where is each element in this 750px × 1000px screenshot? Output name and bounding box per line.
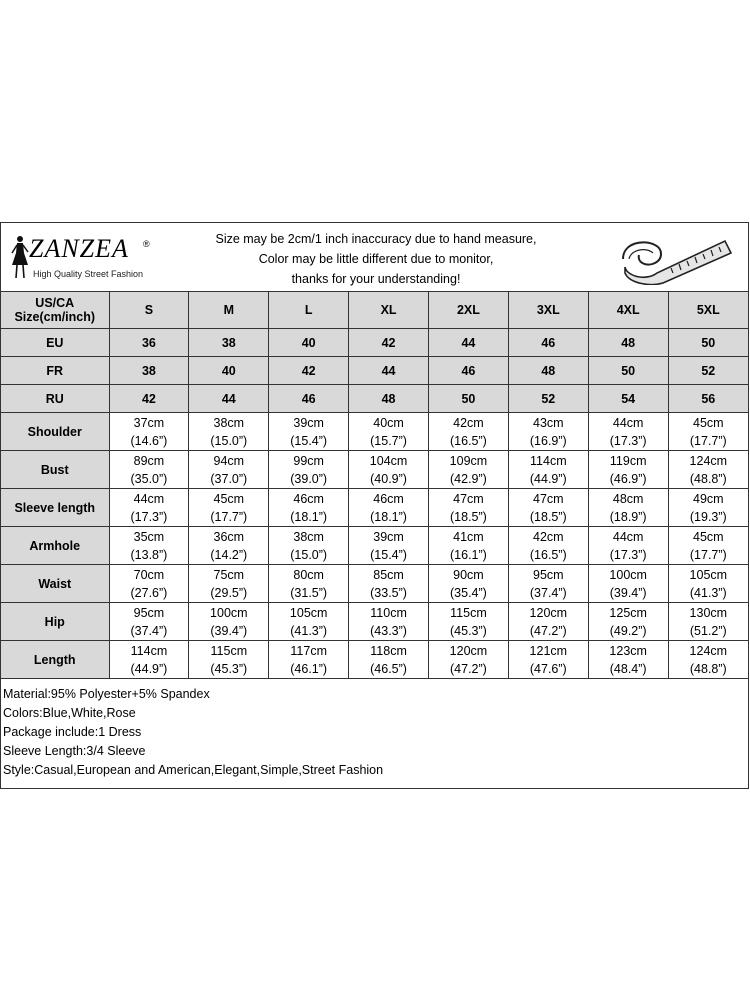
measurement-cell bbox=[189, 565, 269, 603]
size-header-cell: S bbox=[109, 292, 189, 329]
size-value-cell: 46 bbox=[269, 385, 349, 413]
spec-material: Material:95% Polyester+5% Spandex bbox=[3, 687, 210, 701]
row-label: Waist bbox=[1, 565, 109, 603]
cm-value: 121cm bbox=[529, 643, 568, 658]
inch-value: (17.7”) bbox=[689, 547, 727, 562]
row-label: Length bbox=[1, 641, 109, 679]
cm-value: 95cm bbox=[533, 567, 564, 582]
size-value-cell: 56 bbox=[668, 385, 748, 413]
cm-value: 99cm bbox=[293, 453, 324, 468]
cm-value: 120cm bbox=[529, 605, 568, 620]
cm-value: 105cm bbox=[689, 567, 728, 582]
measurement-cell bbox=[429, 603, 509, 641]
row-label: Armhole bbox=[1, 527, 109, 565]
size-value-cell: 36 bbox=[109, 329, 189, 357]
inch-value: (42.9”) bbox=[450, 471, 487, 486]
table-row bbox=[1, 385, 748, 413]
size-header-cell: 4XL bbox=[588, 292, 668, 329]
inch-value: (13.8”) bbox=[130, 547, 168, 562]
brand-logo bbox=[5, 231, 155, 283]
inch-value: (27.6”) bbox=[130, 585, 168, 600]
measurement-cell bbox=[349, 603, 429, 641]
inch-value: (14.2”) bbox=[210, 547, 248, 562]
inch-value: (40.9”) bbox=[370, 471, 407, 486]
measurement-notice bbox=[181, 229, 571, 289]
measurement-cell bbox=[429, 527, 509, 565]
measurement-cell bbox=[109, 489, 189, 527]
inch-value: (47.6”) bbox=[529, 661, 567, 676]
registered-mark: ® bbox=[143, 239, 150, 249]
inch-value: (15.0”) bbox=[290, 547, 328, 562]
measurement-cell bbox=[588, 641, 668, 679]
chart-header bbox=[1, 223, 748, 292]
inch-value: (46.5”) bbox=[370, 661, 407, 676]
cm-value: 43cm bbox=[533, 415, 564, 430]
inch-value: (16.9”) bbox=[529, 433, 567, 448]
measurement-cell bbox=[349, 565, 429, 603]
cm-value: 42cm bbox=[453, 415, 484, 430]
size-value-cell: 44 bbox=[429, 329, 509, 357]
size-header-label bbox=[1, 292, 109, 329]
measurement-cell bbox=[588, 413, 668, 451]
size-value-cell: 52 bbox=[668, 357, 748, 385]
table-row bbox=[1, 603, 748, 641]
cm-value: 41cm bbox=[453, 529, 484, 544]
cm-value: 80cm bbox=[293, 567, 324, 582]
inch-value: (43.3”) bbox=[370, 623, 407, 638]
notice-line: Color may be little different due to monitor, bbox=[258, 252, 494, 266]
header-label-line: Size(cm/inch) bbox=[14, 310, 96, 324]
spec-colors: Colors:Blue,White,Rose bbox=[3, 706, 136, 720]
inch-value: (51.2”) bbox=[689, 623, 727, 638]
inch-value: (39.4”) bbox=[210, 623, 248, 638]
table-row bbox=[1, 357, 748, 385]
inch-value: (48.4”) bbox=[609, 661, 647, 676]
measurement-cell bbox=[269, 527, 349, 565]
measurement-cell bbox=[508, 489, 588, 527]
inch-value: (41.3”) bbox=[290, 623, 328, 638]
cm-value: 42cm bbox=[533, 529, 564, 544]
inch-value: (19.3”) bbox=[689, 509, 727, 524]
cm-value: 125cm bbox=[609, 605, 647, 620]
cm-value: 46cm bbox=[373, 491, 404, 506]
cm-value: 49cm bbox=[693, 491, 724, 506]
fashion-model-icon bbox=[9, 235, 31, 279]
size-value-cell: 50 bbox=[668, 329, 748, 357]
measurement-cell bbox=[588, 527, 668, 565]
cm-value: 119cm bbox=[609, 453, 647, 468]
measurement-cell bbox=[109, 413, 189, 451]
cm-value: 117cm bbox=[290, 643, 327, 658]
size-value-cell: 42 bbox=[269, 357, 349, 385]
cm-value: 118cm bbox=[370, 643, 407, 658]
cm-value: 115cm bbox=[450, 605, 487, 620]
measurement-cell bbox=[588, 603, 668, 641]
size-value-cell: 44 bbox=[349, 357, 429, 385]
measurement-cell bbox=[508, 527, 588, 565]
table-row bbox=[1, 641, 748, 679]
table-row bbox=[1, 451, 748, 489]
measurement-cell bbox=[668, 413, 748, 451]
measurement-cell bbox=[429, 489, 509, 527]
measurement-cell bbox=[668, 451, 748, 489]
inch-value: (17.3”) bbox=[609, 433, 647, 448]
measurement-cell bbox=[109, 641, 189, 679]
inch-value: (15.4”) bbox=[290, 433, 328, 448]
measurement-cell bbox=[189, 413, 269, 451]
cm-value: 37cm bbox=[133, 415, 165, 430]
inch-value: (37.4”) bbox=[529, 585, 567, 600]
cm-value: 44cm bbox=[133, 491, 165, 506]
inch-value: (15.4”) bbox=[370, 547, 407, 562]
inch-value: (17.7”) bbox=[689, 433, 727, 448]
size-value-cell: 46 bbox=[429, 357, 509, 385]
notice-line: thanks for your understanding! bbox=[291, 272, 461, 286]
cm-value: 38cm bbox=[213, 415, 245, 430]
size-header-cell: 5XL bbox=[668, 292, 748, 329]
measurement-cell bbox=[668, 641, 748, 679]
inch-value: (17.3”) bbox=[130, 509, 168, 524]
measurement-cell bbox=[349, 451, 429, 489]
inch-value: (17.7”) bbox=[210, 509, 248, 524]
measurement-cell bbox=[508, 641, 588, 679]
measurement-cell bbox=[109, 527, 189, 565]
cm-value: 47cm bbox=[533, 491, 564, 506]
cm-value: 85cm bbox=[373, 567, 404, 582]
cm-value: 48cm bbox=[612, 491, 644, 506]
brand-name: ZANZEA bbox=[29, 234, 129, 263]
measurement-cell bbox=[668, 565, 748, 603]
size-value-cell: 54 bbox=[588, 385, 668, 413]
measurement-cell bbox=[429, 641, 509, 679]
size-header-cell: M bbox=[189, 292, 269, 329]
cm-value: 123cm bbox=[609, 643, 647, 658]
table-row bbox=[1, 413, 748, 451]
inch-value: (16.5”) bbox=[450, 433, 487, 448]
spec-style: Style:Casual,European and American,Elegant,Simple,Street Fashion bbox=[3, 763, 384, 777]
size-value-cell: 38 bbox=[189, 329, 269, 357]
inch-value: (18.5”) bbox=[529, 509, 567, 524]
measurement-cell bbox=[269, 451, 349, 489]
measurement-cell bbox=[269, 565, 349, 603]
brand-tagline: High Quality Street Fashion bbox=[33, 269, 144, 279]
inch-value: (31.5”) bbox=[290, 585, 328, 600]
measurement-cell bbox=[349, 489, 429, 527]
cm-value: 45cm bbox=[693, 415, 724, 430]
inch-value: (47.2”) bbox=[529, 623, 567, 638]
cm-value: 44cm bbox=[612, 415, 644, 430]
size-value-cell: 52 bbox=[508, 385, 588, 413]
inch-value: (15.0”) bbox=[210, 433, 248, 448]
measurement-cell bbox=[189, 603, 269, 641]
cm-value: 115cm bbox=[210, 643, 248, 658]
inch-value: (41.3”) bbox=[689, 585, 727, 600]
cm-value: 40cm bbox=[373, 415, 404, 430]
cm-value: 70cm bbox=[133, 567, 165, 582]
measurement-cell bbox=[189, 527, 269, 565]
inch-value: (37.0”) bbox=[210, 471, 248, 486]
inch-value: (16.1”) bbox=[450, 547, 487, 562]
inch-value: (33.5”) bbox=[370, 585, 407, 600]
inch-value: (46.1”) bbox=[290, 661, 328, 676]
measurement-cell bbox=[429, 451, 509, 489]
inch-value: (47.2”) bbox=[450, 661, 487, 676]
cm-value: 39cm bbox=[293, 415, 324, 430]
cm-value: 47cm bbox=[453, 491, 484, 506]
size-value-cell: 40 bbox=[189, 357, 269, 385]
inch-value: (29.5”) bbox=[210, 585, 248, 600]
measurement-cell bbox=[508, 565, 588, 603]
cm-value: 35cm bbox=[133, 529, 165, 544]
row-label: Bust bbox=[1, 451, 109, 489]
measurement-cell bbox=[109, 565, 189, 603]
cm-value: 124cm bbox=[689, 453, 728, 468]
measurement-cell bbox=[668, 603, 748, 641]
inch-value: (37.4”) bbox=[130, 623, 168, 638]
cm-value: 89cm bbox=[133, 453, 165, 468]
cm-value: 120cm bbox=[449, 643, 488, 658]
size-value-cell: 44 bbox=[189, 385, 269, 413]
table-row bbox=[1, 489, 748, 527]
measurement-cell bbox=[668, 489, 748, 527]
spec-sleeve-length: Sleeve Length:3/4 Sleeve bbox=[3, 744, 146, 758]
measurement-cell bbox=[588, 565, 668, 603]
inch-value: (15.7”) bbox=[370, 433, 407, 448]
measurement-cell bbox=[588, 451, 668, 489]
inch-value: (45.3”) bbox=[210, 661, 248, 676]
inch-value: (46.9”) bbox=[609, 471, 647, 486]
cm-value: 45cm bbox=[693, 529, 724, 544]
measurement-cell bbox=[269, 413, 349, 451]
inch-value: (35.4”) bbox=[450, 585, 487, 600]
cm-value: 100cm bbox=[210, 605, 248, 620]
measurement-cell bbox=[189, 641, 269, 679]
size-value-cell: 50 bbox=[588, 357, 668, 385]
cm-value: 39cm bbox=[373, 529, 404, 544]
measurement-cell bbox=[269, 489, 349, 527]
spec-package: Package include:1 Dress bbox=[3, 725, 142, 739]
cm-value: 109cm bbox=[449, 453, 488, 468]
cm-value: 100cm bbox=[609, 567, 647, 582]
measurement-cell bbox=[508, 451, 588, 489]
measurement-cell bbox=[109, 603, 189, 641]
cm-value: 44cm bbox=[612, 529, 644, 544]
cm-value: 38cm bbox=[293, 529, 324, 544]
size-value-cell: 38 bbox=[109, 357, 189, 385]
table-row bbox=[1, 527, 748, 565]
cm-value: 114cm bbox=[530, 453, 567, 468]
cm-value: 104cm bbox=[369, 453, 408, 468]
size-value-cell: 42 bbox=[109, 385, 189, 413]
size-header-cell: L bbox=[269, 292, 349, 329]
inch-value: (18.5”) bbox=[450, 509, 487, 524]
row-label: Shoulder bbox=[1, 413, 109, 451]
inch-value: (44.9”) bbox=[130, 661, 168, 676]
measurement-cell bbox=[349, 641, 429, 679]
measurement-cell bbox=[109, 451, 189, 489]
measuring-tape-icon bbox=[613, 229, 733, 285]
row-label: RU bbox=[1, 385, 109, 413]
measurement-cell bbox=[588, 489, 668, 527]
inch-value: (14.6”) bbox=[130, 433, 168, 448]
measurement-cell bbox=[269, 641, 349, 679]
row-label: Sleeve length bbox=[1, 489, 109, 527]
measurement-cell bbox=[349, 413, 429, 451]
inch-value: (48.8”) bbox=[689, 471, 727, 486]
header-label-line: US/CA bbox=[35, 296, 75, 310]
inch-value: (18.1”) bbox=[290, 509, 328, 524]
cm-value: 95cm bbox=[133, 605, 165, 620]
size-value-cell: 48 bbox=[508, 357, 588, 385]
notice-line: Size may be 2cm/1 inch inaccuracy due to hand measure, bbox=[215, 232, 537, 246]
size-value-cell: 40 bbox=[269, 329, 349, 357]
table-row bbox=[1, 565, 748, 603]
measurement-cell bbox=[269, 603, 349, 641]
row-label: Hip bbox=[1, 603, 109, 641]
cm-value: 110cm bbox=[370, 605, 407, 620]
inch-value: (35.0”) bbox=[130, 471, 168, 486]
size-value-cell: 48 bbox=[349, 385, 429, 413]
cm-value: 75cm bbox=[213, 567, 245, 582]
measurement-cell bbox=[189, 489, 269, 527]
cm-value: 45cm bbox=[213, 491, 245, 506]
inch-value: (48.8”) bbox=[689, 661, 727, 676]
size-value-cell: 46 bbox=[508, 329, 588, 357]
cm-value: 94cm bbox=[213, 453, 245, 468]
size-value-cell: 50 bbox=[429, 385, 509, 413]
inch-value: (17.3”) bbox=[609, 547, 647, 562]
cm-value: 130cm bbox=[689, 605, 728, 620]
inch-value: (39.0”) bbox=[290, 471, 328, 486]
size-value-cell: 48 bbox=[588, 329, 668, 357]
table-row bbox=[1, 329, 748, 357]
inch-value: (18.9”) bbox=[609, 509, 647, 524]
cm-value: 124cm bbox=[689, 643, 728, 658]
measurement-cell bbox=[349, 527, 429, 565]
size-table bbox=[1, 292, 748, 678]
inch-value: (44.9”) bbox=[529, 471, 567, 486]
inch-value: (16.5”) bbox=[529, 547, 567, 562]
size-chart bbox=[0, 222, 749, 789]
measurement-cell bbox=[668, 527, 748, 565]
cm-value: 105cm bbox=[289, 605, 328, 620]
inch-value: (39.4”) bbox=[609, 585, 647, 600]
row-label: EU bbox=[1, 329, 109, 357]
inch-value: (49.2”) bbox=[609, 623, 647, 638]
inch-value: (45.3”) bbox=[450, 623, 487, 638]
product-specs bbox=[1, 678, 748, 788]
cm-value: 90cm bbox=[453, 567, 484, 582]
inch-value: (18.1”) bbox=[370, 509, 407, 524]
measurement-cell bbox=[189, 451, 269, 489]
cm-value: 46cm bbox=[293, 491, 324, 506]
size-header-cell: 2XL bbox=[429, 292, 509, 329]
measurement-cell bbox=[508, 603, 588, 641]
cm-value: 114cm bbox=[130, 643, 168, 658]
measurement-cell bbox=[429, 413, 509, 451]
measurement-cell bbox=[429, 565, 509, 603]
cm-value: 36cm bbox=[213, 529, 245, 544]
row-label: FR bbox=[1, 357, 109, 385]
size-header-cell: 3XL bbox=[508, 292, 588, 329]
measurement-cell bbox=[508, 413, 588, 451]
size-value-cell: 42 bbox=[349, 329, 429, 357]
size-header-cell: XL bbox=[349, 292, 429, 329]
